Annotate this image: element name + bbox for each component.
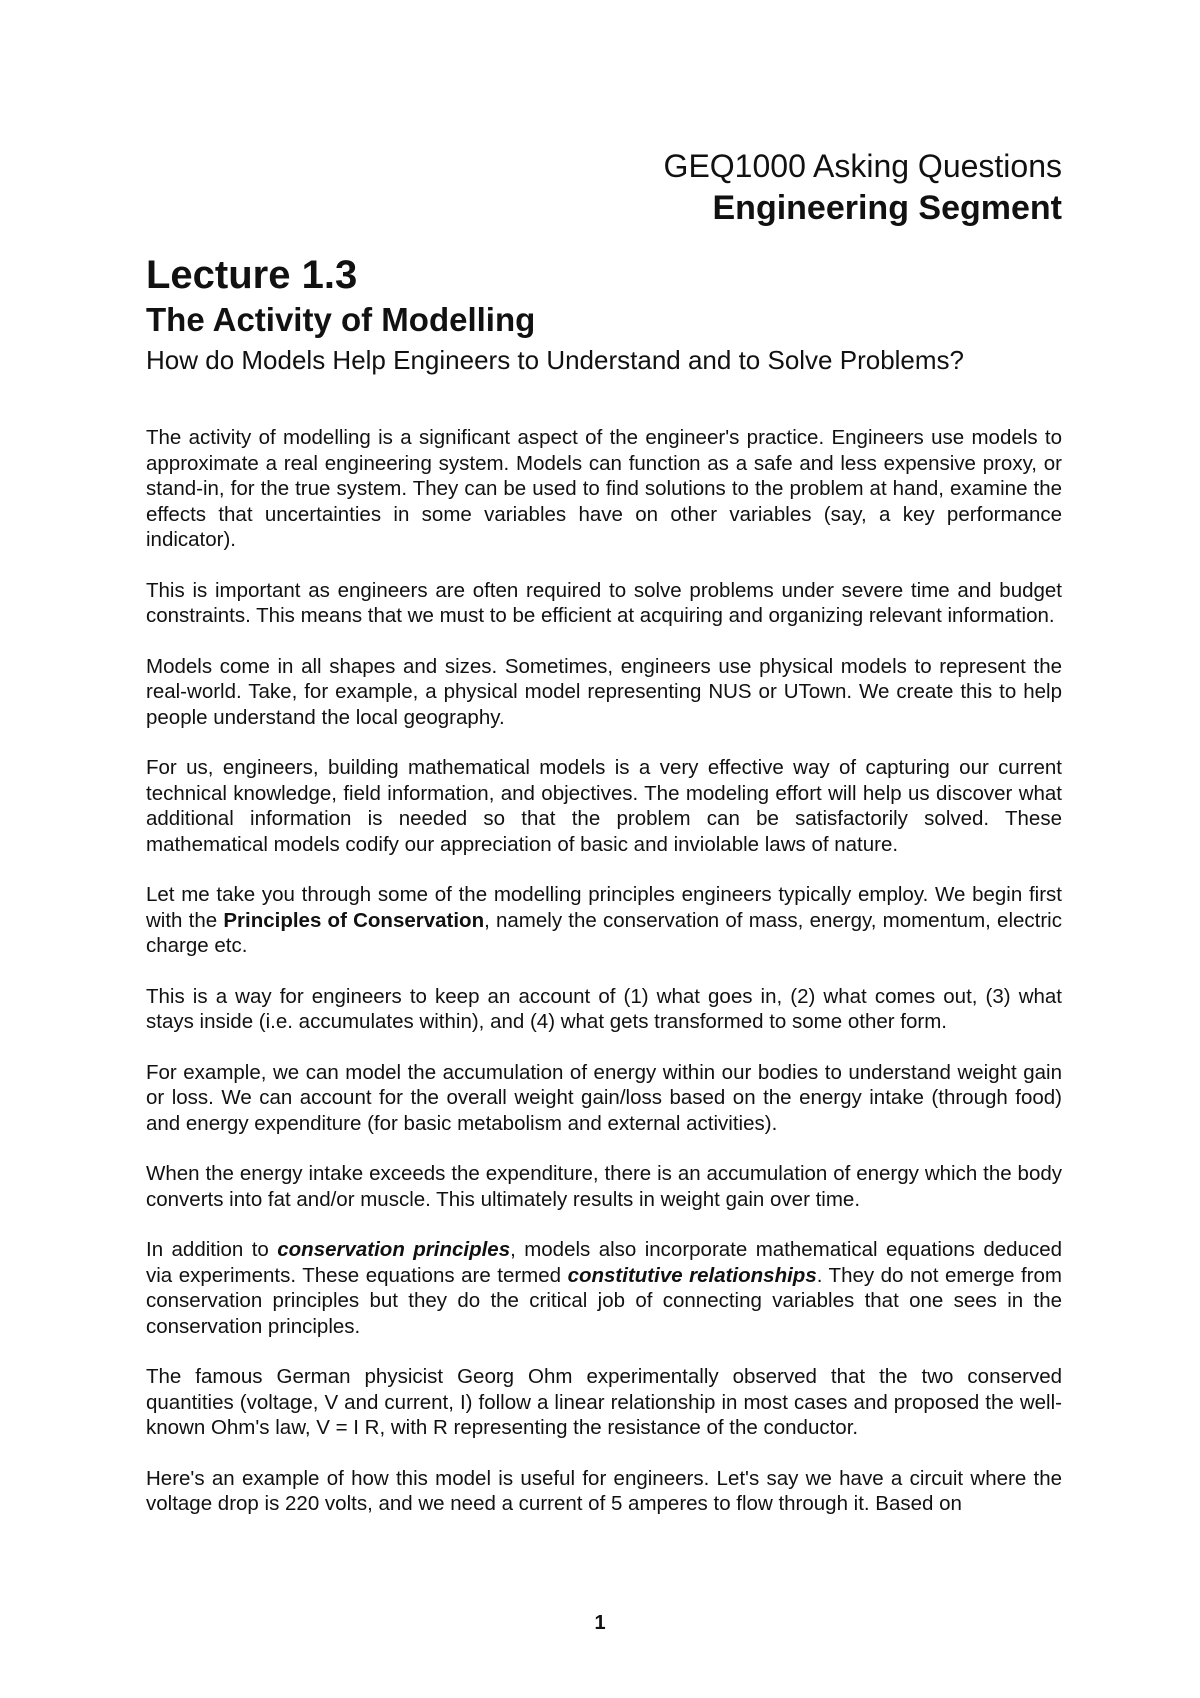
lecture-heading [146,250,1066,378]
lecture-title: The Activity of Modelling [146,301,536,338]
lecture-subtitle: How do Models Help Engineers to Understand and to Solve Problems? [146,345,965,375]
paragraph: For example, we can model the accumulation of energy within our bodies to understand weight gain or loss. We can account for the overall weight gain/loss based on the energy intake (through food) and energy expenditure (for basic metabolism and external activities). [146,1060,1062,1135]
paragraph: The activity of modelling is a significant aspect of the engineer's practice. Engineers use models to approximate a real engineering system. Models can function as a safe and less expensive proxy, or stand-in, for the true system. They can be used to find solutions to the problem at hand, examine the effects that uncertainties in some variables have on other variables (say, a key performance indicator). [146,426,1062,551]
emphasis-term: constitutive relationships [567,1263,817,1287]
paragraph: Models come in all shapes and sizes. Sometimes, engineers use physical models to represent the real-world. Take, for example, a physical model representing NUS or UTown. We create this to help people understand the local geography. [146,654,1062,729]
course-header [664,146,1062,230]
page-number: 1 [594,1612,606,1634]
paragraph: When the energy intake exceeds the expenditure, there is an accumulation of energy which the body converts into fat and/or muscle. This ultimately results in weight gain over time. [146,1162,1062,1211]
paragraph-text: , namely the conservation of mass, energy, momentum, electric charge etc. [146,908,1062,957]
paragraph [146,1237,1062,1339]
paragraph: The famous German physicist Georg Ohm experimentally observed that the two conserved quantities (voltage, V and current, I) follow a linear relationship in most cases and proposed the well-known Ohm's law, V = I R, with R representing the resistance of the conductor. [146,1365,1062,1439]
segment-title: Engineering Segment [712,189,1062,227]
emphasis-term: conservation principles [277,1238,511,1261]
lecture-number: Lecture 1.3 [146,253,358,297]
body-text [146,425,1062,1542]
paragraph [146,882,1062,959]
course-code: GEQ1000 Asking Questions [663,148,1062,184]
paragraph-text: , models also incorporate mathematical equations deduced via experiments. These equations are termed [146,1238,1062,1287]
paragraph: This is important as engineers are often required to solve problems under severe time and budget constraints. This means that we must to be efficient at acquiring and organizing relevant information. [146,578,1062,627]
paragraph-text: . They do not emerge from conservation principles but they do the critical job of connecting variables that one sees in the conservation principles. [146,1263,1062,1338]
paragraph: This is a way for engineers to keep an account of (1) what goes in, (2) what comes out, (3) what stays inside (i.e. accumulates within), and (4) what gets transformed to some other form. [146,984,1062,1033]
paragraph: For us, engineers, building mathematical models is a very effective way of capturing our current technical knowledge, field information, and objectives. The modeling effort will help us discover what additional information is needed so that the problem can be satisfactorily solved. These mathematical models codify our appreciation of basic and inviolable laws of nature. [146,756,1062,856]
paragraph-text: In addition to [146,1238,278,1261]
paragraph-text: Let me take you through some of the modelling principles engineers typically employ. We begin first with the [146,883,1062,932]
emphasis-term: Principles of Conservation [223,908,485,932]
paragraph: Here's an example of how this model is useful for engineers. Let's say we have a circuit where the voltage drop is 220 volts, and we need a current of 5 amperes to flow through it. Based on [146,1466,1062,1515]
